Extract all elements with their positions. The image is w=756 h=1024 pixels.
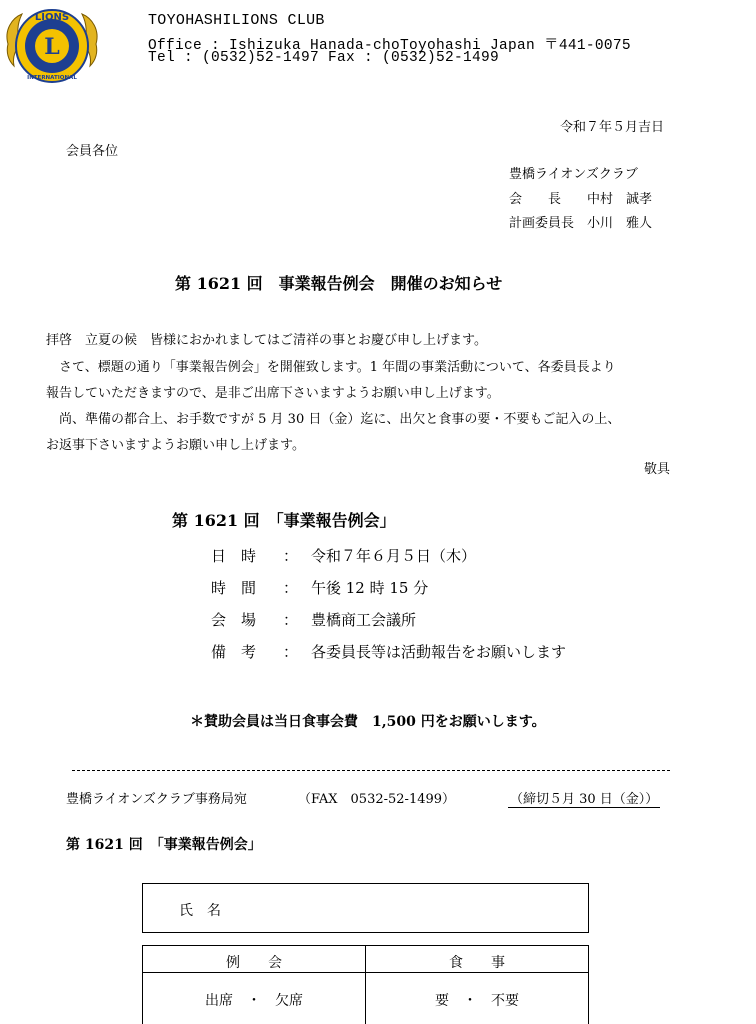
col-header-meeting: 例 会 xyxy=(226,955,282,971)
name-field-box[interactable] xyxy=(142,883,589,933)
detail-label: 備考 xyxy=(211,643,272,661)
reply-fax: （FAX 0532-52-1499） xyxy=(298,792,456,807)
detail-label: 日時 xyxy=(211,547,272,565)
logo-text-bottom: INTERNATIONAL xyxy=(27,75,77,81)
detail-colon: ： xyxy=(283,643,299,661)
body-line: 報告していただきますので、是非ご出席下さいますようお願い申し上げます。 xyxy=(46,386,500,401)
detail-colon: ： xyxy=(283,579,299,597)
closing: 敬具 xyxy=(643,462,670,477)
body-line: 拝啓 立夏の候 皆様におかれましてはご清祥の事とお慶び申し上げます。 xyxy=(46,333,487,348)
body-line: さて、標題の通り「事業報告例会」を開催致します。1 年間の事業活動について、各委員長より xyxy=(46,360,616,375)
name-label: 氏 名 xyxy=(179,903,221,919)
recipient: 会員各位 xyxy=(66,144,119,159)
reply-addressee: 豊橋ライオンズクラブ事務局宛 xyxy=(66,792,247,807)
meeting-heading: 第 1621 回 「事業報告例会」 xyxy=(172,511,396,530)
attendance-options[interactable]: 出席 ・ 欠席 xyxy=(205,993,303,1009)
letter-date: 令和７年５月吉日 xyxy=(559,120,664,135)
attendance-grid xyxy=(142,945,589,1024)
detail-value: 各委員長等は活動報告をお願いします xyxy=(311,643,567,661)
detail-value: 午後 12 時 15 分 xyxy=(311,579,429,597)
body-line: お返事下さいますようお願い申し上げます。 xyxy=(46,438,305,453)
sender-org: 豊橋ライオンズクラブ xyxy=(509,167,638,182)
body-line: 尚、準備の都合上、お手数ですが 5 月 30 日（金）迄に、出欠と食事の要・不要もご記入の上、 xyxy=(46,412,621,427)
page-title: 第 1621 回 事業報告例会 開催のお知らせ xyxy=(175,274,503,293)
detail-colon: ： xyxy=(283,611,299,629)
detail-label: 時間 xyxy=(211,579,272,597)
sender-president: 会 長 中村 誠孝 xyxy=(509,192,653,207)
fee-note: ＊賛助会員は当日食事会費 1,500 円をお願いします。 xyxy=(190,714,546,730)
col-header-meal: 食 事 xyxy=(449,955,505,971)
lions-club-emblem-icon xyxy=(2,0,102,92)
detail-value: 豊橋商工会議所 xyxy=(311,611,417,629)
club-name: TOYOHASHILIONS CLUB xyxy=(148,12,325,29)
office-address: Office : Ishizuka Hanada-choToyohashi Japan 〒441-0075 xyxy=(148,38,631,54)
detail-label: 会場 xyxy=(211,611,272,629)
grid-divider-horizontal xyxy=(143,972,588,973)
sender-committee: 計画委員長 小川 雅人 xyxy=(509,216,653,231)
detail-colon: ： xyxy=(283,547,299,565)
logo-letter: L xyxy=(44,34,60,60)
reply-deadline xyxy=(508,788,660,807)
logo-text-top: LIONS xyxy=(34,12,70,23)
reply-heading: 第 1621 回 「事業報告例会」 xyxy=(66,837,262,853)
cut-line xyxy=(72,770,670,771)
tel-fax: Tel : (0532)52-1497 Fax : (0532)52-1499 xyxy=(148,50,500,66)
meal-options[interactable]: 要 ・ 不要 xyxy=(435,993,519,1009)
deadline-text: （締切５月 30 日（金）） xyxy=(510,792,659,807)
detail-value: 令和７年６月５日（木） xyxy=(311,547,477,565)
